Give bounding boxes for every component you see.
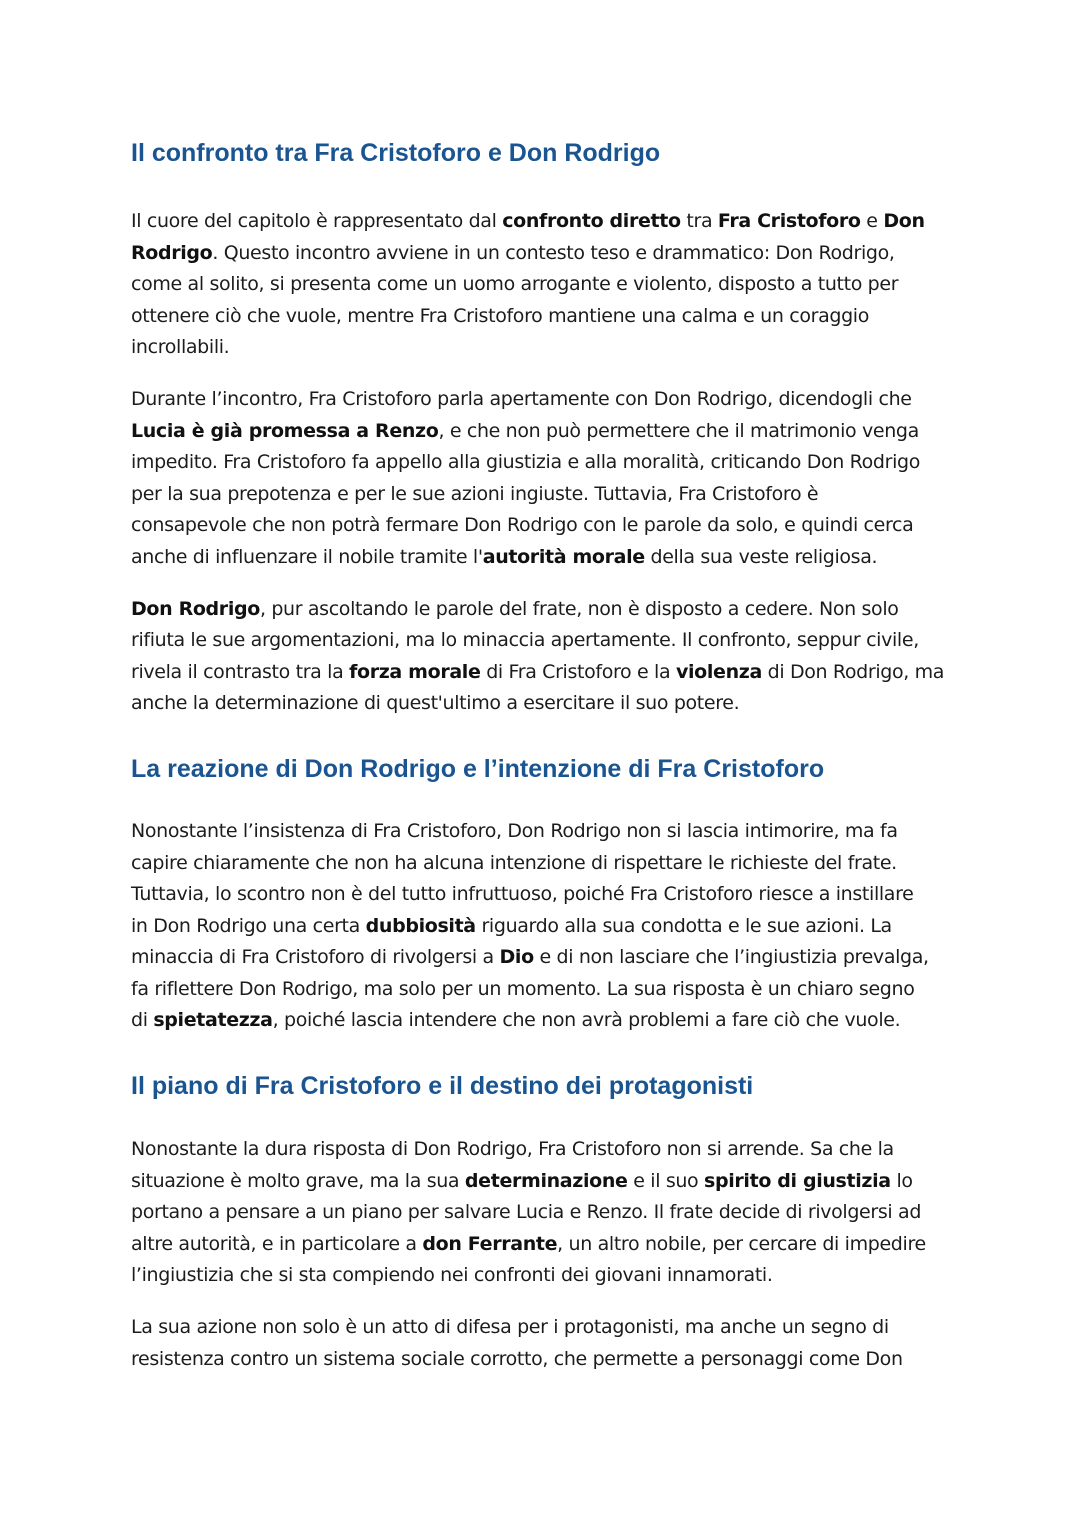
text-run: incrollabili. (131, 336, 230, 359)
paragraph (131, 384, 961, 574)
document-page (131, 136, 961, 1375)
bold-text: autorità morale (482, 545, 645, 568)
bold-text: spirito di giustizia (704, 1169, 891, 1192)
text-run: di (131, 1009, 154, 1032)
text-line (131, 542, 961, 574)
bold-text: forza morale (349, 660, 481, 683)
bold-text: determinazione (464, 1169, 628, 1192)
text-line (131, 1229, 961, 1261)
text-line (131, 332, 961, 364)
text-line (131, 625, 961, 657)
text-line (131, 447, 961, 479)
bold-text: Don (883, 210, 925, 232)
bold-text: don Ferrante (422, 1232, 558, 1255)
text-line (131, 1134, 961, 1166)
bold-text: Rodrigo (131, 241, 213, 264)
text-line (131, 657, 961, 689)
bold-text: Fra Cristoforo (717, 210, 861, 232)
text-run: e (860, 210, 884, 232)
text-run: tra (680, 210, 718, 232)
text-line (131, 1344, 961, 1376)
bold-text: confronto diretto (502, 210, 681, 232)
text-run: situazione è molto grave, ma la sua (131, 1169, 465, 1192)
text-run: anche di influenzare il nobile tramite l' (131, 545, 483, 568)
bold-text: Dio (499, 946, 534, 969)
text-run: Il cuore del capitolo è rappresentato dal (131, 210, 503, 232)
bold-text: dubbiosità (365, 914, 476, 937)
text-line (131, 510, 961, 542)
text-run: Nonostante l’insistenza di Fra Cristoforo, Don Rodrigo non si lascia intimorire, ma fa (131, 819, 898, 842)
text-run: Tuttavia, lo scontro non è del tutto infruttuoso, poiché Fra Cristoforo riesce a instillare (131, 883, 914, 906)
text-run: capire chiaramente che non ha alcuna intenzione di rispettare le richieste del frate. (131, 851, 897, 874)
text-run: e di non lasciare che l’ingiustizia prevalga, (533, 946, 929, 969)
text-run: l’ingiustizia che si sta compiendo nei confronti dei giovani innamorati. (131, 1264, 773, 1287)
text-run: , un altro nobile, per cercare di impedire (557, 1232, 926, 1255)
text-run: , pur ascoltando le parole del frate, non è disposto a cedere. Non solo (259, 597, 899, 620)
text-run: di Fra Cristoforo e la (480, 660, 676, 683)
text-line (131, 1260, 961, 1292)
paragraph (131, 816, 961, 1037)
text-line (131, 1005, 961, 1037)
text-run: in Don Rodrigo una certa (131, 914, 366, 937)
text-line (131, 1166, 961, 1198)
text-line (131, 384, 961, 416)
text-run: lo (890, 1169, 913, 1192)
text-line (131, 416, 961, 448)
bold-text: violenza (675, 660, 762, 683)
text-run: per la sua prepotenza e per le sue azioni ingiuste. Tuttavia, Fra Cristoforo è (131, 482, 819, 505)
text-line (131, 1197, 961, 1229)
text-run: di Don Rodrigo, ma (761, 660, 945, 683)
text-run: fa riflettere Don Rodrigo, ma solo per un momento. La sua risposta è un chiaro segno (131, 977, 915, 1000)
text-line (131, 479, 961, 511)
text-run: minaccia di Fra Cristoforo di rivolgersi a (131, 946, 500, 969)
bold-text: Lucia è già promessa a Renzo (131, 419, 439, 442)
paragraph (131, 594, 961, 720)
text-line (131, 816, 961, 848)
text-run: impedito. Fra Cristoforo fa appello alla giustizia e alla moralità, criticando Don Rodrigo (131, 451, 921, 474)
text-run: ottenere ciò che vuole, mentre Fra Cristoforo mantiene una calma e un coraggio (131, 304, 869, 327)
text-run: della sua veste religiosa. (644, 545, 878, 568)
text-run: portano a pensare a un piano per salvare Lucia e Renzo. Il frate decide di rivolgersi ad (131, 1201, 922, 1224)
text-run: rifiuta le sue argomentazioni, ma lo minaccia apertamente. Il confronto, seppur civile, (131, 629, 919, 652)
section-heading: Il confronto tra Fra Cristoforo e Don Rodrigo (131, 139, 661, 167)
text-run: anche la determinazione di quest'ultimo a esercitare il suo potere. (131, 692, 740, 715)
text-line (131, 238, 961, 270)
paragraph (131, 1134, 961, 1292)
text-line (131, 206, 961, 238)
text-run: e il suo (627, 1169, 705, 1192)
text-run: come al solito, si presenta come un uomo arrogante e violento, disposto a tutto per (131, 273, 899, 296)
paragraph (131, 206, 961, 364)
text-run: , poiché lascia intendere che non avrà problemi a fare ciò che vuole. (272, 1009, 901, 1032)
text-run: consapevole che non potrà fermare Don Rodrigo con le parole da solo, e quindi cerca (131, 514, 914, 537)
text-run: , e che non può permettere che il matrimonio venga (438, 419, 919, 442)
bold-text: Don Rodrigo (131, 597, 260, 620)
section-heading: La reazione di Don Rodrigo e l’intenzione di Fra Cristoforo (131, 754, 825, 783)
bold-text: spietatezza (153, 1009, 273, 1032)
text-run: Durante l’incontro, Fra Cristoforo parla apertamente con Don Rodrigo, dicendogli che (131, 387, 912, 410)
text-line (131, 269, 961, 301)
text-line (131, 688, 961, 720)
text-line (131, 879, 961, 911)
text-line (131, 594, 961, 626)
text-run: rivela il contrasto tra la (131, 660, 350, 683)
text-line (131, 301, 961, 333)
text-line (131, 911, 961, 943)
text-run: altre autorità, e in particolare a (131, 1232, 423, 1255)
text-line (131, 1312, 961, 1344)
text-run: riguardo alla sua condotta e le sue azioni. La (475, 914, 892, 937)
text-line (131, 942, 961, 974)
text-line (131, 974, 961, 1006)
text-run: resistenza contro un sistema sociale corrotto, che permette a personaggi come Don (131, 1347, 903, 1370)
text-run: Nonostante la dura risposta di Don Rodrigo, Fra Cristoforo non si arrende. Sa che la (131, 1138, 894, 1161)
paragraph (131, 1312, 961, 1375)
text-line (131, 848, 961, 880)
text-run: La sua azione non solo è un atto di difesa per i protagonisti, ma anche un segno di (131, 1316, 889, 1339)
section-heading: Il piano di Fra Cristoforo e il destino dei protagonisti (131, 1072, 754, 1101)
text-run: . Questo incontro avviene in un contesto teso e drammatico: Don Rodrigo, (212, 241, 895, 264)
